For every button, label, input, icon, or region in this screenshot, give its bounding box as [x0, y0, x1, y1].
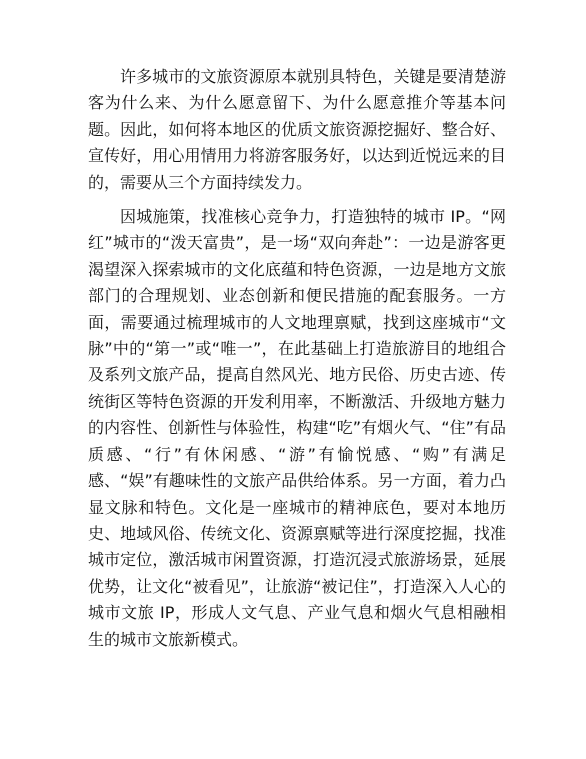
paragraph: 因城施策，找准核心竞争力，打造独特的城市 IP。“网红”城市的“泼天富贵”，是一场“双向奔赴”：一边是游客更渴望深入探索城市的文化底蕴和特色资源，一边是地方文旅部门的合理规划、业态创新和便民措施的配套服务。一方面，需要通过梳理城市的人文地理禀赋，找到这座城市“文脉”中的“第一”或“唯一”，在此基础上打造旅游目的地组合及系列文旅产品，提高自然风光、地方民俗、历史古迹、传统街区等特色资源的开发利用率，不断激活、升级地方魅力的内容性、创新性与体验性，构建“吃”有烟火气、“住”有品质感、“行”有休闲感、“游”有愉悦感、“购”有满足感、“娱”有趣味性的文旅产品供给体系。另一方面，着力凸显文脉和特色。文化是一座城市的精神底色，要对本地历史、地域风俗、传统文化、资源禀赋等进行深度挖掘，找准城市定位，激活城市闲置资源，打造沉浸式旅游场景，延展优势，让文化“被看见”，让旅游“被记住”，打造深入人心的城市文旅 IP，形成人文气息、产业气息和烟火气息相融相生的城市文旅新模式。 — [88, 207, 506, 649]
document-body — [88, 64, 506, 661]
paragraph: 许多城市的文旅资源原本就别具特色，关键是要清楚游客为什么来、为什么愿意留下、为什么愿意推介等基本问题。因此，如何将本地区的优质文旅资源挖掘好、整合好、宣传好，用心用情用力将游客服务好，以达到近悦远来的目的，需要从三个方面持续发力。 — [88, 67, 506, 192]
